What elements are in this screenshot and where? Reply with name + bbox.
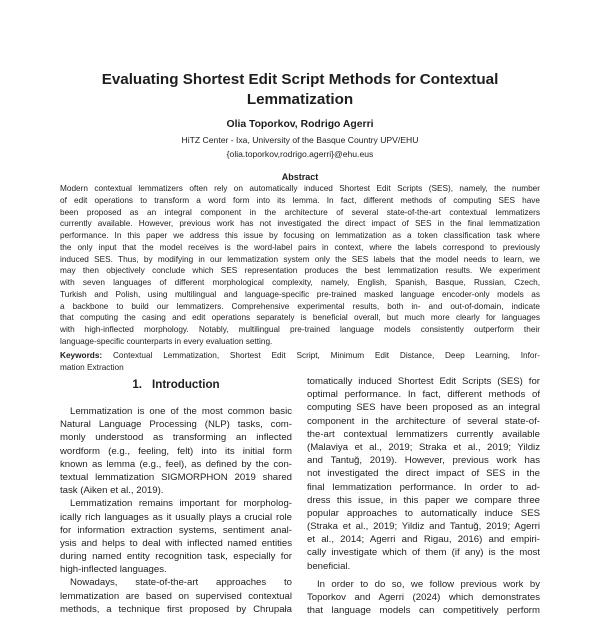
text-line: final lemmatization performance. In order to ad- xyxy=(307,481,540,493)
text-line: popular approaches to automatically induce SES xyxy=(307,507,540,519)
text-line: In order to do so, we follow previous work by xyxy=(317,578,540,590)
text-line: induced SES. Thus, by modifying in our lemmatization system only the SES labels that the model needs to learn, we xyxy=(60,254,540,264)
text-line: dress this issue, in this paper we compare three xyxy=(307,494,540,506)
keywords xyxy=(60,350,540,374)
text-line: Natural Language Processing (NLP) tasks, com- xyxy=(60,419,292,431)
text-line: a backbone to build our lemmatizers. Comprehensive experimental results, both in- and out-of-domain, indicate xyxy=(60,301,540,311)
paper-authors: Olia Toporkov, Rodrigo Agerri xyxy=(226,119,374,130)
text-line: wordform (e.g., feeling, felt) into its initial form xyxy=(60,445,292,457)
text-line: the only input that the model receives is the word-label pairs in context, where the labels correspond to previously xyxy=(60,242,540,252)
text-line: Lemmatization remains important for morpholog- xyxy=(70,498,292,510)
abstract-body xyxy=(60,183,540,348)
text-line: ysis and helps to deal with inflected named entities xyxy=(60,537,292,549)
paper-title-line-2: Lemmatization xyxy=(246,91,354,108)
text-line: with high-inflected morphology. Notably, multilingual pre-trained language models consistently outperform their xyxy=(60,325,540,335)
text-line: et al., 2014; Agerri and Rigau, 2016) and empiri- xyxy=(307,534,540,546)
text-line: and Tantuğ, 2019). However, previous work has xyxy=(307,455,540,467)
keywords-line: mation Extraction xyxy=(60,363,124,372)
text-line: methods, a technique first proposed by Chrupała xyxy=(60,603,292,615)
text-line: Toporkov and Agerri (2024) which demonstrates xyxy=(307,592,540,603)
text-line: (Malaviya et al., 2019; Straka et al., 2019; Yildiz xyxy=(307,441,540,453)
text-line: currently available. However, previous work has not investigated the direct impact of SES in the final lemmatization xyxy=(60,219,540,229)
author-affiliation: HiTZ Center - Ixa, University of the Basque Country UPV/EHU xyxy=(181,135,419,145)
paper-title-line-1: Evaluating Shortest Edit Script Methods for Contextual xyxy=(101,71,499,88)
author-email: {olia.toporkov,rodrigo.agerri}@ehu.eus xyxy=(226,149,374,159)
section-title: Introduction xyxy=(152,378,220,391)
keywords-label: Keywords: xyxy=(60,351,103,360)
text-line: for information extraction systems, sentiment anal- xyxy=(60,524,292,536)
text-line: computing SES have been proposed as an integral xyxy=(307,402,540,414)
text-line: Lemmatization is one of the most common basic xyxy=(70,406,292,417)
text-line: lemmatization are based on supervised contextual xyxy=(60,590,292,602)
text-line: monly understood as transforming an inflected xyxy=(60,432,292,444)
text-line: high-inflected languages. xyxy=(60,564,167,576)
text-line: tomatically induced Shortest Edit Scripts (SES) for xyxy=(307,376,540,387)
text-line: with seven languages of different morphological complexity, namely, English, Spanish, Basque, Russian, Czech, xyxy=(60,278,540,288)
section-heading-introduction xyxy=(60,378,292,391)
text-line: language-specific counterparts in every evaluation setting. xyxy=(60,336,273,346)
text-line: component in the architecture of several state-of- xyxy=(307,415,540,427)
text-line: been proposed as an integral component in the architecture of several state-of-the-art contextual lemmatizers xyxy=(60,207,540,217)
text-line: optimal performance. In fact, different methods of xyxy=(307,389,540,401)
section-number: 1. xyxy=(132,378,143,391)
text-line: textual lemmatization SIGMORPHON 2019 shared xyxy=(60,471,292,483)
text-line: known as lemma (e.g., feel), as defined by the con- xyxy=(60,458,292,470)
text-line: Nowadays, state-of-the-art approaches to xyxy=(70,577,292,589)
text-line: Turkish and Polish, using multilingual and language-specific pre-trained masked language encoder-only models as xyxy=(60,289,540,299)
text-line: may then objectively conclude which SES representation produces the best lemmatization results. We experiment xyxy=(60,266,540,276)
text-line: task (Aiken et al., 2019). xyxy=(60,485,164,497)
text-line: of edit operations to transform a word form into its lemma. In fact, different methods of computing SES have xyxy=(60,195,540,205)
text-line: beneficial. xyxy=(307,560,351,572)
text-line: not investigated the direct impact of SES in the xyxy=(307,468,540,480)
text-line: ically rich languages as it usually plays a crucial role xyxy=(60,511,292,523)
text-line: during named entity recognition task, especially for xyxy=(60,551,292,563)
text-line: cally investigate which of them (if any) is the most xyxy=(307,547,540,559)
right-column xyxy=(307,375,540,617)
text-line: that computing the casing and edit operations separately is beneficial overall, but much more clearly for languages xyxy=(60,313,540,323)
keywords-line: Keywords: Contextual Lemmatization, Shortest Edit Script, Minimum Edit Distance, Deep Learning, Infor- xyxy=(60,351,540,360)
text-line: that language models can competitively perform xyxy=(307,605,540,617)
text-line: (Straka et al., 2019; Yildiz and Tantuğ, 2019; Agerri xyxy=(307,521,540,533)
text-line: performance. In this paper we address this issue by focusing on lemmatization as a token classification task where xyxy=(60,231,540,241)
abstract-heading: Abstract xyxy=(281,172,319,182)
text-line: the-art contextual lemmatizers currently available xyxy=(307,428,540,440)
left-column xyxy=(60,405,292,616)
text-line: Modern contextual lemmatizers often rely on automatically induced Shortest Edit Scripts (SES), namely, the number xyxy=(60,184,540,193)
